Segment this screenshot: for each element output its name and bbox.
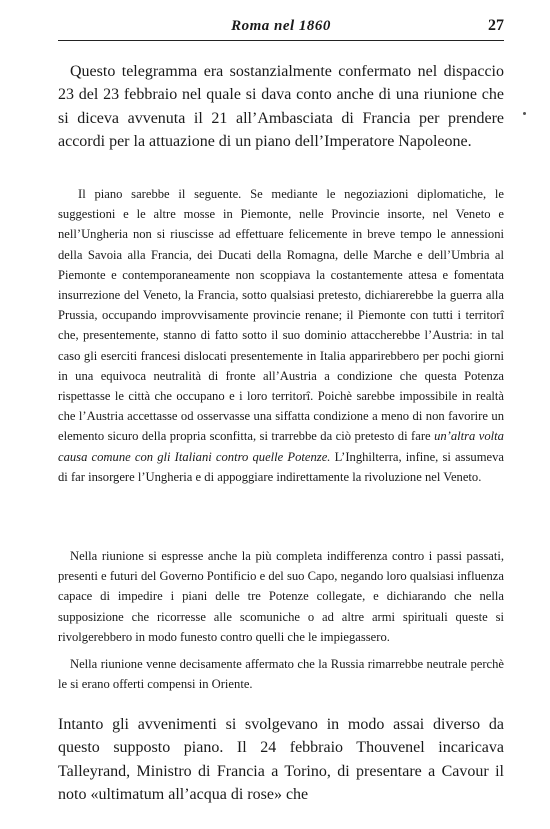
page-number: 27 xyxy=(488,17,504,34)
paragraph-russia-neutral: Nella riunione venne decisamente affermato che la Russia rimarrebbe neutrale perchè le si erano offerti compensi in Oriente. xyxy=(58,657,504,692)
plan-italic-text: un’altra volta causa comune con gli Italiani contro quelle Potenze. xyxy=(58,429,504,464)
plan-text-end: L’Inghilterra, infine, si assumeva di far insorgere l’Ungheria e di appoggiare indirettamente la rivoluzione nel Veneto. xyxy=(58,449,504,484)
page-header xyxy=(58,14,504,41)
margin-mark xyxy=(523,112,526,115)
plan-text: Il piano sarebbe il seguente. Se mediante le negoziazioni diplomatiche, le suggestioni e le altre mosse in Piemonte, nelle Provincie insorte, nel Veneto e nell’Ungheria non si riuscisse ad effettuare felicemente in breve tempo le annessioni della Savoia alla Francia, dei Ducati della Romagna, delle Marche e dell’Umbria al Piemonte e contemporaneamente non scoppiava la costantemente attesa e fomentata insurrezione del Veneto, la Francia, sotto qualsiasi pretesto, dichiarerebbe la guerra alla Prussia, occupando improvvisamente provincie renane; il Piemonte con tutti i territorî che, presentemente, stanno di fatto sotto il suo dominio attaccherebbe l’Austria: in tal caso gli eserciti francesi dislocati presentemente in Italia apparirebbero per pochi giorni in una equivoca neutralità di fronte all’Austria a condizione che questa Potenza rispettasse le città che occupano e i loro territorî. Poichè sarebbe impossibile in realtà che l’Austria accettasse od osservasse una siffatta condizione a meno di non favorire un elemento sicuro della propria sconfitta, si trarrebbe da ciò pretesto di fare xyxy=(58,187,504,444)
paragraph-napoleon-plan xyxy=(58,184,504,487)
running-title: Roma nel 1860 xyxy=(231,18,331,34)
paragraph-telegram-confirmation: Questo telegramma era sostanzialmente confermato nel dispaccio 23 del 23 febbraio nel quale si dava conto anche di una riunione che si diceva avvenuta il 21 all’Ambasciata di Francia per prendere accordi per la attuazione di un piano dell’Imperatore Napoleone. xyxy=(58,63,504,150)
paragraph-ultimatum: Intanto gli avvenimenti si svolgevano in modo assai diverso da questo supposto piano. Il 24 febbraio Thouvenel incaricava Talleyrand, Ministro di Francia a Torino, di presentare a Cavour il noto «ultimatum all’acqua di rose» che xyxy=(58,716,504,803)
paragraph-papal-indifference: Nella riunione si espresse anche la più completa indifferenza contro i passi passati, presenti e futuri del Governo Pontificio e del suo Capo, negando loro qualsiasi influenza capace di impedire i piani delle tre Potenze collegate, e dichiarando che nella supposizione che ricorresse alle scomuniche o ad altre armi spirituali queste si rivolgerebbero in modo funesto contro quelli che le impiegassero. xyxy=(58,549,504,644)
